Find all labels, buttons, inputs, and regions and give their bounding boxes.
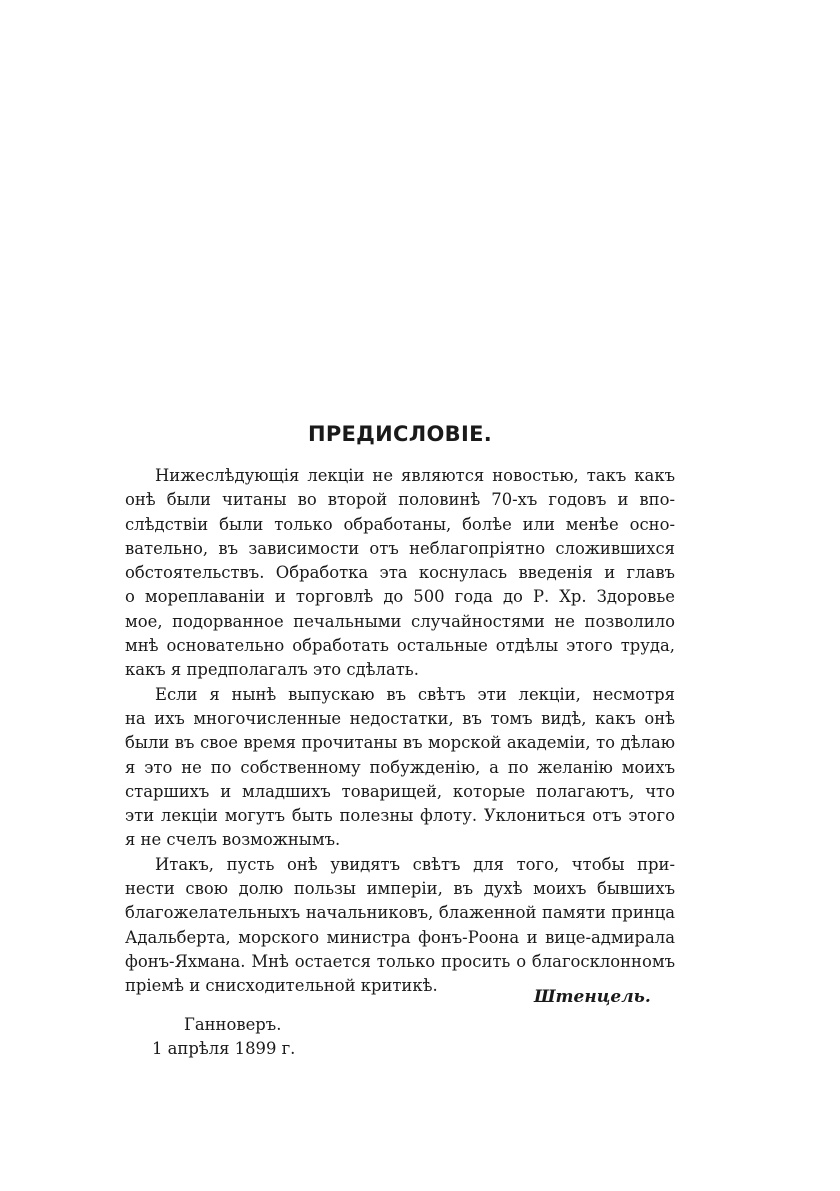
paragraph-1 [125,464,675,683]
text-line: обстоятельствъ. Обработка эта коснулась введенія и главъ [125,563,675,583]
text-line: эти лекціи могутъ быть полезны флоту. Уклониться отъ этого [125,806,675,826]
text-line: я не счелъ возможнымъ. [125,830,341,850]
paragraph-3 [125,853,675,999]
author-signature: Штенцель. [534,987,651,1007]
text-line: благожелательныхъ начальниковъ, блаженной памяти принца [125,903,675,923]
page-title: ПРЕДИСЛОВІЕ. [307,422,493,446]
text-line: на ихъ многочисленные недостатки, въ томъ видѣ, какъ онѣ [125,708,675,728]
text-line: какъ я предполагалъ это сдѣлать. [125,660,419,680]
text-line: были въ свое время прочитаны въ морской академіи, то дѣлаю [125,733,675,753]
text-line: мое, подорванное печальными случайностями не позволило [125,611,675,631]
text-line: онѣ были читаны во второй половинѣ 70-хъ годовъ и впо- [125,490,675,510]
text-line: старшихъ и младшихъ товарищей, которые полагаютъ, что [125,781,675,801]
text-line: мнѣ основательно обработать остальные отдѣлы этого труда, [125,636,675,656]
text-line: слѣдствіи были только обработаны, болѣе или менѣе осно- [125,514,675,534]
text-line: нести свою долю пользы имперіи, въ духѣ моихъ бывшихъ [125,879,675,899]
text-line: вательно, въ зависимости отъ неблагопріятно сложившихся [125,538,675,558]
text-line: Если я нынѣ выпускаю въ свѣтъ эти лекціи, несмотря [155,684,675,704]
text-line: Адальберта, морского министра фонъ-Роона и вице-адмирала [125,927,675,947]
text-line: о мореплаваніи и торговлѣ до 500 года до Р. Хр. Здоровье [125,587,675,607]
text-line: Итакъ, пусть онѣ увидятъ свѣтъ для того, чтобы при- [155,854,675,874]
preface-body [125,464,675,999]
paragraph-2 [125,683,675,853]
place-line: Ганноверъ. [184,1015,282,1034]
text-line: пріемѣ и снисходительной критикѣ. [125,976,438,996]
text-line: фонъ-Яхмана. Мнѣ остается только просить о благосклонномъ [125,951,675,971]
date-line: 1 апрѣля 1899 г. [152,1039,296,1058]
text-line: Нижеслѣдующія лекціи не являются новостью, такъ какъ [155,466,675,485]
text-line: я это не по собственному побужденію, а по желанію моихъ [125,757,675,777]
